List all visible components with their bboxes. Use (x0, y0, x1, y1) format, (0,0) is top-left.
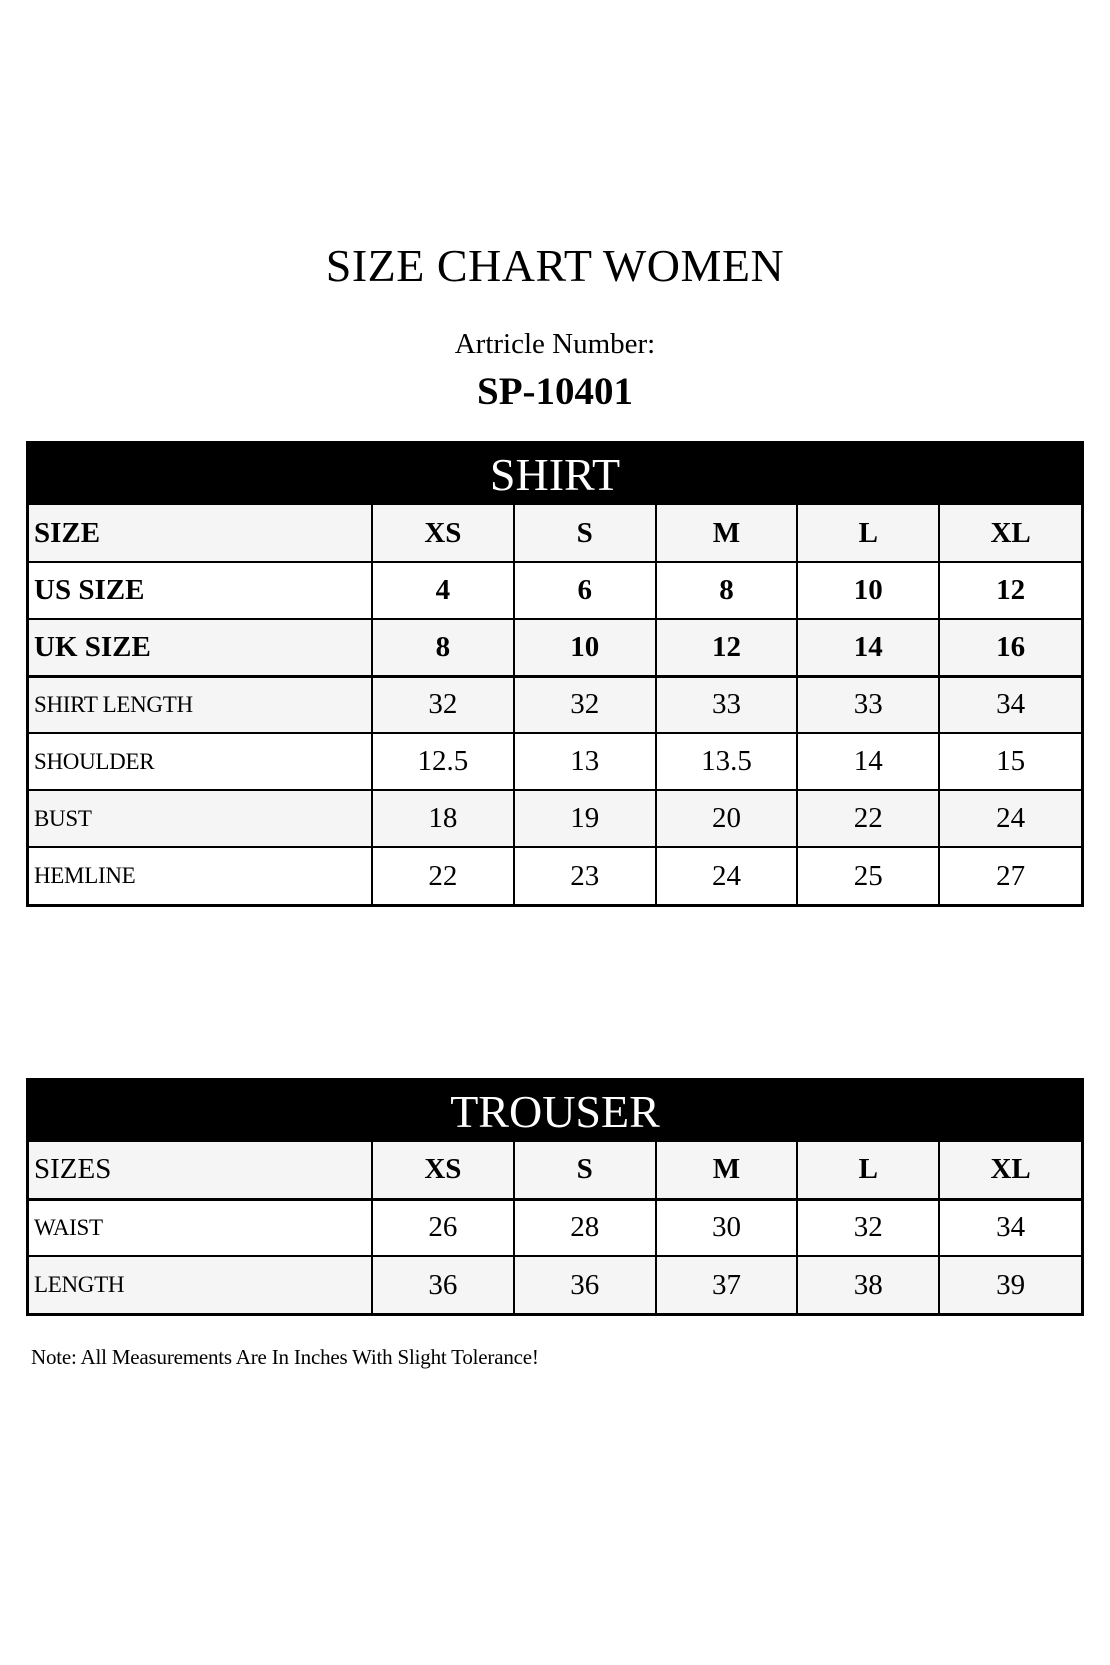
table-cell: 12 (656, 619, 798, 676)
table-cell: 13.5 (656, 733, 798, 790)
table-row-us-size (29, 562, 1081, 619)
shirt-size-chart (26, 441, 1084, 907)
row-label: SHIRT LENGTH (29, 676, 372, 733)
table-cell: XS (372, 1142, 514, 1199)
table-cell: 8 (656, 562, 798, 619)
table-cell: 36 (514, 1256, 656, 1313)
table-cell: 32 (372, 676, 514, 733)
article-number: SP-10401 (477, 370, 633, 413)
table-cell: 20 (656, 790, 798, 847)
table-cell: L (797, 1142, 939, 1199)
table-cell: 28 (514, 1199, 656, 1256)
table-row-hemline (29, 847, 1081, 904)
row-label: SIZE (29, 505, 372, 562)
trouser-size-chart (26, 1078, 1084, 1316)
row-label: HEMLINE (29, 847, 372, 904)
table-cell: M (656, 505, 798, 562)
table-row-uk-size (29, 619, 1081, 676)
table-cell: L (797, 505, 939, 562)
table-cell: 25 (797, 847, 939, 904)
table-cell: 27 (939, 847, 1081, 904)
table-row-shirt-length (29, 676, 1081, 733)
table-cell: 4 (372, 562, 514, 619)
table-row-length (29, 1256, 1081, 1313)
table-cell: 39 (939, 1256, 1081, 1313)
table-cell: 6 (514, 562, 656, 619)
row-label: WAIST (29, 1199, 372, 1256)
table-cell: 24 (939, 790, 1081, 847)
table-cell: 12.5 (372, 733, 514, 790)
table-cell: 14 (797, 733, 939, 790)
table-cell: XS (372, 505, 514, 562)
trouser-chart-heading: TROUSER (29, 1081, 1081, 1142)
row-label: LENGTH (29, 1256, 372, 1313)
table-cell: 14 (797, 619, 939, 676)
table-cell: 34 (939, 676, 1081, 733)
row-label: US SIZE (29, 562, 372, 619)
measurement-note: Note: All Measurements Are In Inches With Slight Tolerance! (31, 1345, 539, 1369)
table-cell: 18 (372, 790, 514, 847)
table-row-waist (29, 1199, 1081, 1256)
table-cell: 24 (656, 847, 798, 904)
table-cell: 15 (939, 733, 1081, 790)
table-cell: 22 (372, 847, 514, 904)
trouser-size-table (29, 1142, 1081, 1313)
row-label: SIZES (29, 1142, 372, 1199)
table-cell: 26 (372, 1199, 514, 1256)
table-cell: 22 (797, 790, 939, 847)
table-cell: 32 (514, 676, 656, 733)
table-cell: 33 (797, 676, 939, 733)
table-cell: 23 (514, 847, 656, 904)
table-cell: XL (939, 1142, 1081, 1199)
table-cell: 13 (514, 733, 656, 790)
table-cell: 33 (656, 676, 798, 733)
table-row-bust (29, 790, 1081, 847)
table-cell: 32 (797, 1199, 939, 1256)
table-cell: 19 (514, 790, 656, 847)
table-cell: 30 (656, 1199, 798, 1256)
article-number-label: Artricle Number: (454, 328, 656, 360)
table-cell: 16 (939, 619, 1081, 676)
table-cell: 10 (514, 619, 656, 676)
table-cell: 38 (797, 1256, 939, 1313)
row-label: BUST (29, 790, 372, 847)
table-cell: 12 (939, 562, 1081, 619)
table-cell: 37 (656, 1256, 798, 1313)
table-cell: 36 (372, 1256, 514, 1313)
row-label: UK SIZE (29, 619, 372, 676)
page-title: SIZE CHART WOMEN (325, 240, 785, 291)
table-cell: S (514, 505, 656, 562)
table-cell: M (656, 1142, 798, 1199)
table-cell: 10 (797, 562, 939, 619)
table-row-shoulder (29, 733, 1081, 790)
table-row-size (29, 505, 1081, 562)
shirt-size-table (29, 505, 1081, 904)
table-cell: S (514, 1142, 656, 1199)
table-row-sizes (29, 1142, 1081, 1199)
shirt-chart-heading: SHIRT (29, 444, 1081, 505)
row-label: SHOULDER (29, 733, 372, 790)
table-cell: 34 (939, 1199, 1081, 1256)
table-cell: XL (939, 505, 1081, 562)
table-cell: 8 (372, 619, 514, 676)
